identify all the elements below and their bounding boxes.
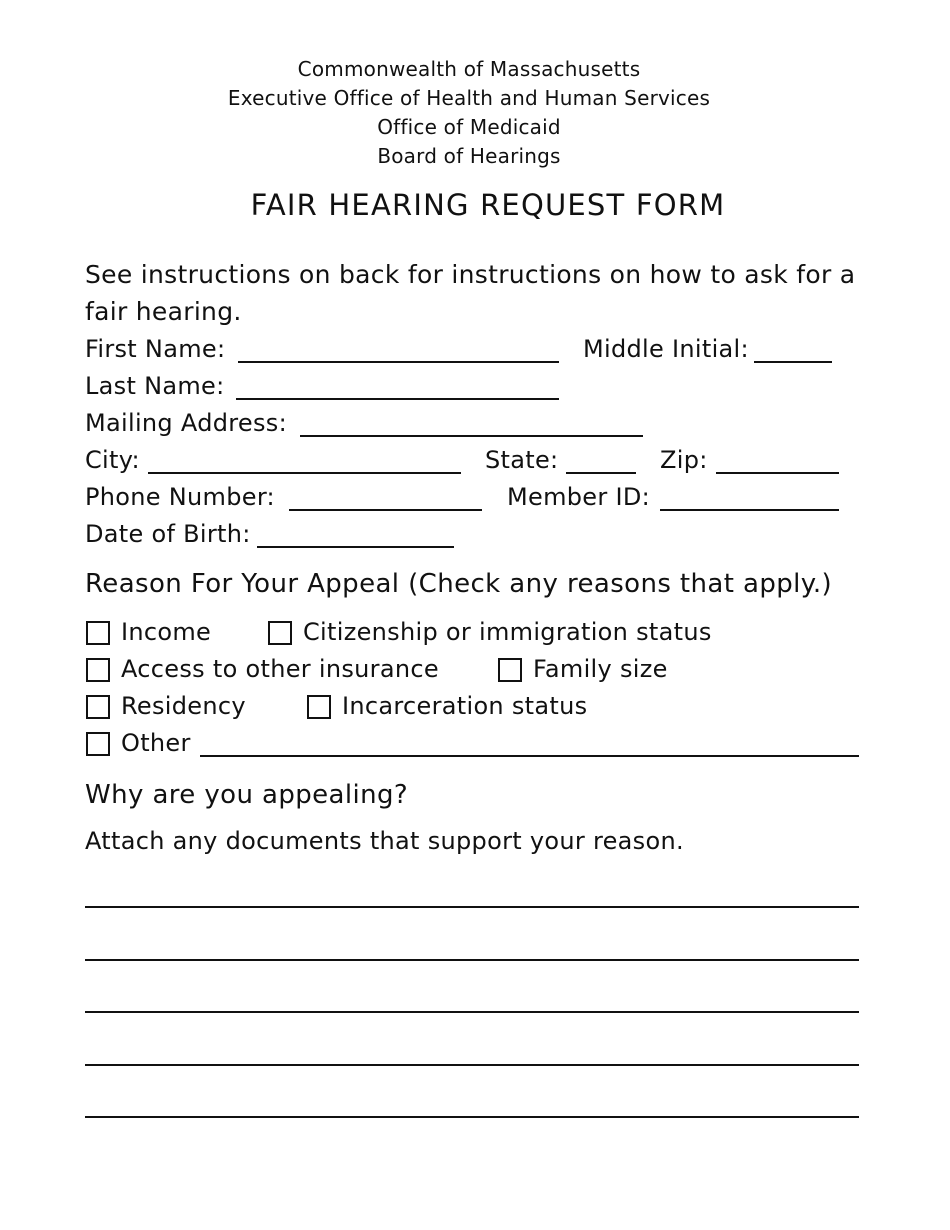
income-label: Income [121,618,212,646]
header-commonwealth: Commonwealth of Massachusetts [297,57,641,81]
reason-heading: Reason For Your Appeal (Check any reasons that apply.) [85,569,833,599]
header-board-of-hearings: Board of Hearings [377,144,561,168]
header-office-of-medicaid: Office of Medicaid [377,115,561,139]
incarceration-label: Incarceration status [342,692,588,720]
mailing-address-label: Mailing Address: [85,409,287,437]
why-heading: Why are you appealing? [85,780,409,810]
date-of-birth-label: Date of Birth: [85,520,251,548]
family-size-label: Family size [533,655,668,683]
member-id-label: Member ID: [507,483,650,511]
state-field[interactable] [566,472,636,474]
citizenship-checkbox[interactable] [268,621,292,645]
family-size-checkbox[interactable] [498,658,522,682]
insurance-label: Access to other insurance [121,655,439,683]
phone-number-field[interactable] [289,509,482,511]
last-name-label: Last Name: [85,372,225,400]
zip-field[interactable] [716,472,839,474]
phone-number-label: Phone Number: [85,483,275,511]
middle-initial-label: Middle Initial: [583,335,749,363]
city-label: City: [85,446,140,474]
why-subtext: Attach any documents that support your reason. [85,827,684,855]
header-executive-office: Executive Office of Health and Human Services [227,86,711,110]
incarceration-checkbox[interactable] [307,695,331,719]
reason-line-3[interactable] [85,1011,859,1013]
last-name-field[interactable] [236,398,559,400]
reason-line-5[interactable] [85,1116,859,1118]
form-title: FAIR HEARING REQUEST FORM [250,188,726,222]
income-checkbox[interactable] [86,621,110,645]
mailing-address-field[interactable] [300,435,643,437]
state-label: State: [485,446,559,474]
instructions-line-1: See instructions on back for instructions on how to ask for a [85,260,856,289]
middle-initial-field[interactable] [754,361,832,363]
member-id-field[interactable] [660,509,839,511]
first-name-field[interactable] [238,361,559,363]
reason-line-1[interactable] [85,906,859,908]
city-field[interactable] [148,472,461,474]
date-of-birth-field[interactable] [257,546,454,548]
other-reason-field[interactable] [200,755,859,757]
reason-line-4[interactable] [85,1064,859,1066]
insurance-checkbox[interactable] [86,658,110,682]
other-checkbox[interactable] [86,732,110,756]
citizenship-label: Citizenship or immigration status [303,618,712,646]
first-name-label: First Name: [85,335,226,363]
instructions-line-2: fair hearing. [85,297,242,326]
residency-checkbox[interactable] [86,695,110,719]
reason-line-2[interactable] [85,959,859,961]
other-label: Other [121,729,191,757]
zip-label: Zip: [660,446,708,474]
residency-label: Residency [121,692,246,720]
